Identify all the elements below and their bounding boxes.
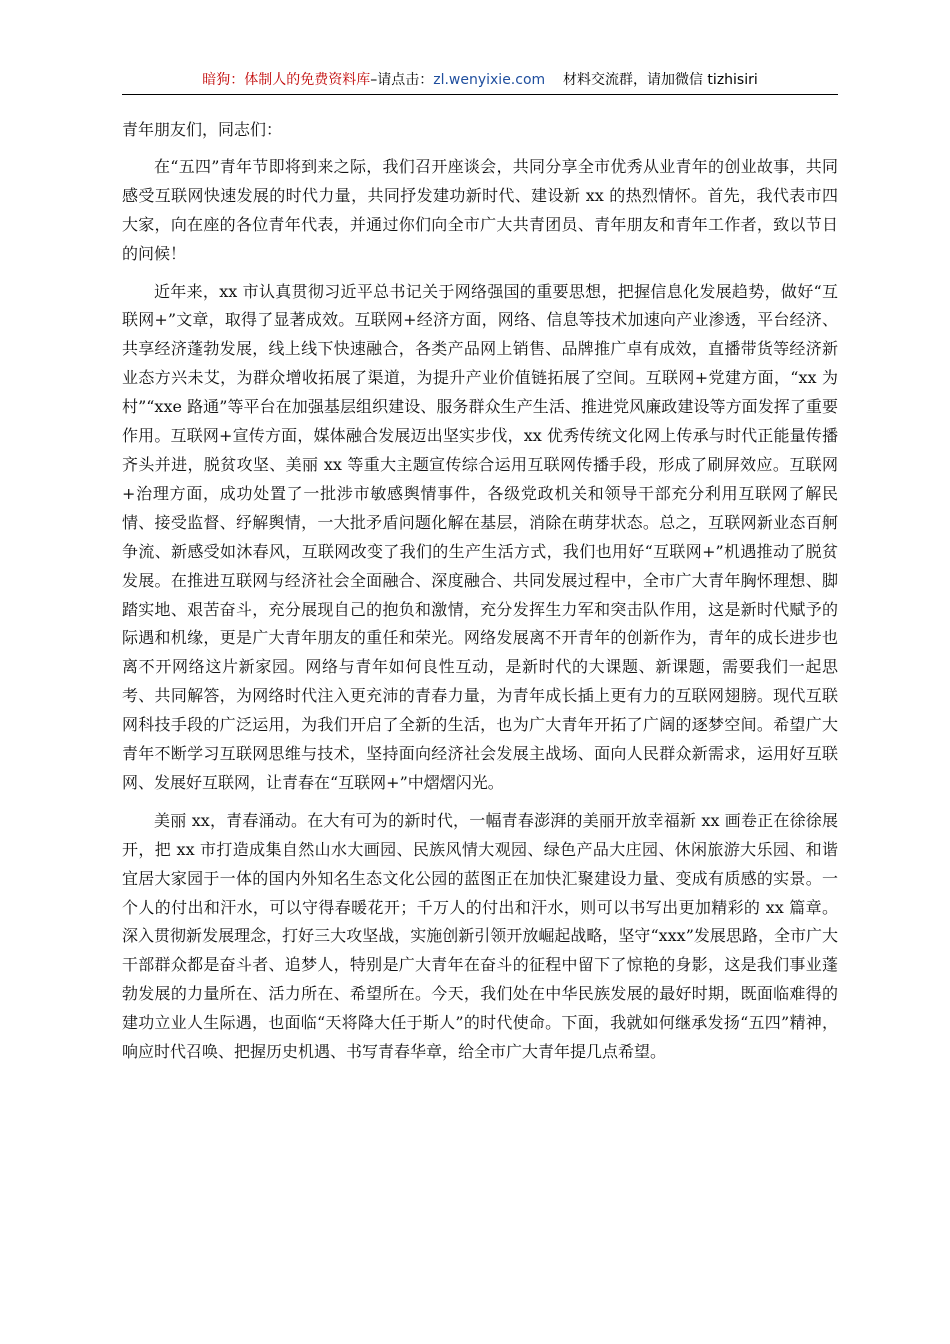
- paragraph: 近年来，xx 市认真贯彻习近平总书记关于网络强国的重要思想，把握信息化发展趋势，做好“互联网+”文章，取得了显著成效。互联网+经济方面，网络、信息等技术加速向产业渗透，平台经济、共享经济蓬勃发展，线上线下快速融合，各类产品网上销售、品牌推广卓有成效，直播带货等经济新业态方兴未艾，为群众增收拓展了渠道，为提升产业价值链拓展了空间。互联网+党建方面，“xx 为村”“xxe 路通”等平台在加强基层组织建设、服务群众生产生活、推进党风廉政建设等方面发挥了重要作用。互联网+宣传方面，媒体融合发展迈出坚实步伐，xx 优秀传统文化网上传承与时代正能量传播齐头并进，脱贫攻坚、美丽 xx 等重大主题宣传综合运用互联网传播手段，形成了刷屏效应。互联网+治理方面，成功处置了一批涉市敏感舆情事件，各级党政机关和领导干部充分利用互联网了解民情、接受监督、纾解舆情，一大批矛盾问题化解在基层，消除在萌芽状态。总之，互联网新业态百舸争流、新感受如沐春风，互联网改变了我们的生产生活方式，我们也用好“互联网+”机遇推动了脱贫发展。在推进互联网与经济社会全面融合、深度融合、共同发展过程中，全市广大青年胸怀理想、脚踏实地、艰苦奋斗，充分展现自己的抱负和激情，充分发挥生力军和突击队作用，这是新时代赋予的际遇和机缘，更是广大青年朋友的重任和荣光。网络发展离不开青年的创新作为，青年的成长进步也离不开网络这片新家园。网络与青年如何良性互动，是新时代的大课题、新课题，需要我们一起思考、共同解答，为网络时代注入更充沛的青春力量，为青年成长插上更有力的互联网翅膀。现代互联网科技手段的广泛运用，为我们开启了全新的生活，也为广大青年开拓了广阔的逐梦空间。希望广大青年不断学习互联网思维与技术，坚持面向经济社会发展主战场、面向人民群众新需求，运用好互联网、发展好互联网，让青春在“互联网+”中熠熠闪光。: [122, 281, 838, 792]
- header-link[interactable]: zl.wenyixie.com: [433, 72, 546, 88]
- document-body: [122, 116, 838, 1076]
- header-brand: 暗狗：体制人的免费资料库: [202, 72, 371, 88]
- paragraph: 在“五四”青年节即将到来之际，我们召开座谈会，共同分享全市优秀从业青年的创业故事，共同感受互联网快速发展的时代力量，共同抒发建功新时代、建设新 xx 的热烈情怀。首先，我代表市四大家，向在座的各位青年代表，并通过你们向全市广大共青团员、青年朋友和青年工作者，致以节日的问候！: [122, 156, 838, 263]
- header-prompt: –请点击：: [370, 72, 434, 88]
- salutation: 青年朋友们，同志们：: [122, 120, 283, 139]
- header-note: 材料交流群，请加微信 tizhisiri: [562, 72, 758, 88]
- page-header: [122, 70, 838, 95]
- paragraph: 美丽 xx，青春涌动。在大有可为的新时代，一幅青春澎湃的美丽开放幸福新 xx 画卷正在徐徐展开，把 xx 市打造成集自然山水大画园、民族风情大观园、绿色产品大庄园、休闲旅游大乐园、和谐宜居大家园于一体的国内外知名生态文化公园的蓝图正在加快汇聚建设力量、变成有质感的实景。一个人的付出和汗水，可以守得春暖花开；千万人的付出和汗水，则可以书写出更加精彩的 xx 篇章。深入贯彻新发展理念，打好三大攻坚战，实施创新引领开放崛起战略，坚守“xxx”发展思路，全市广大干部群众都是奋斗者、追梦人，特别是广大青年在奋斗的征程中留下了惊艳的身影，这是我们事业蓬勃发展的力量所在、活力所在、希望所在。今天，我们处在中华民族发展的最好时期，既面临难得的建功立业人生际遇，也面临“天将降大任于斯人”的时代使命。下面，我就如何继承发扬“五四”精神，响应时代召唤、把握历史机遇、书写青春华章，给全市广大青年提几点希望。: [122, 810, 838, 1062]
